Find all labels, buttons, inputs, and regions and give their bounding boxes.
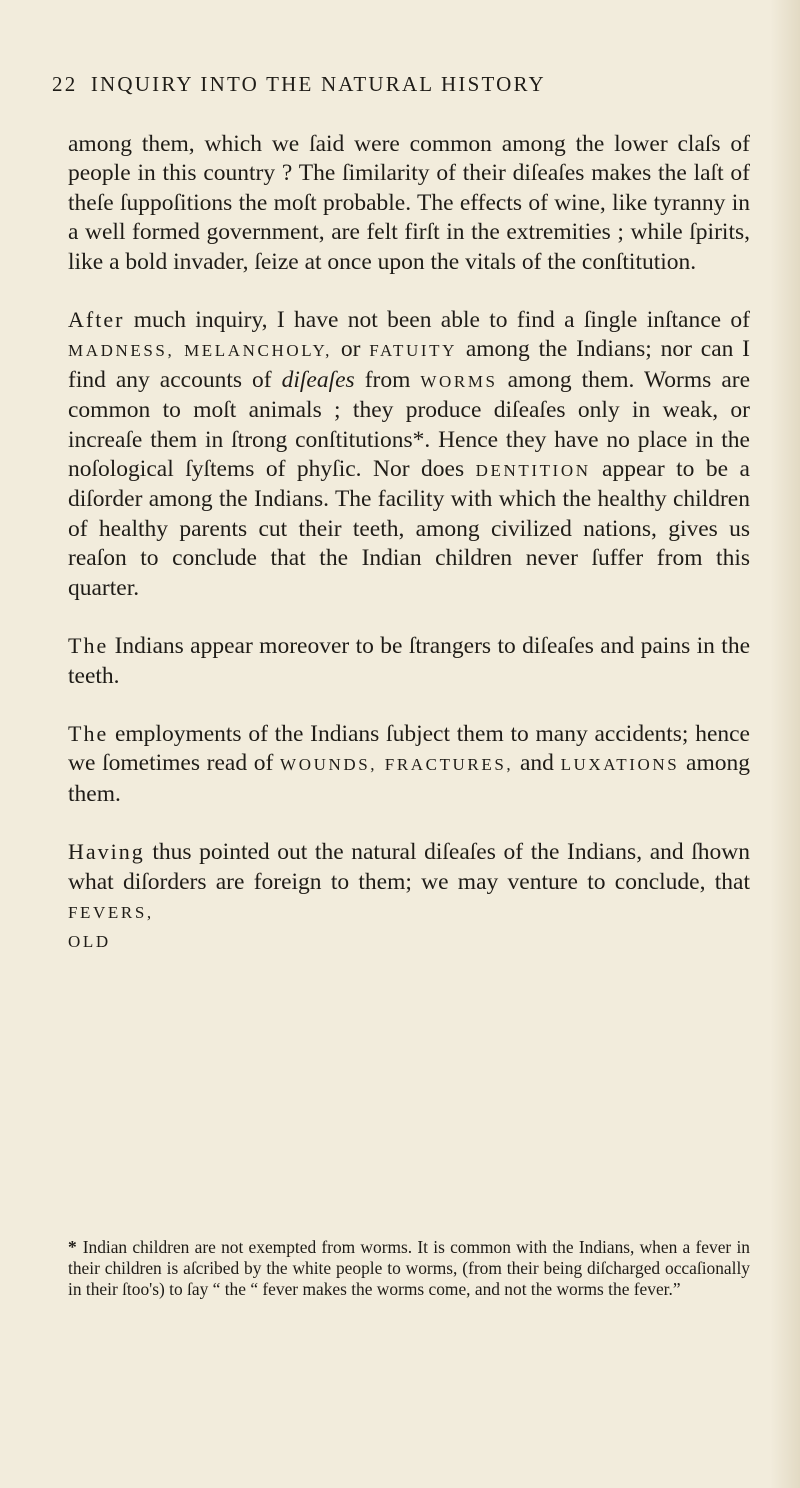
catchword: OLD: [68, 932, 111, 952]
small-caps-term: WORMS: [420, 371, 498, 391]
running-title: INQUIRY INTO THE NATURAL HISTORY: [90, 72, 546, 96]
lead-word: After: [68, 307, 125, 333]
paragraph-text: from: [354, 366, 421, 393]
paragraph-text: among them.: [68, 750, 750, 807]
paragraph-text: Indians appear moreover to be ſtrangers to diſeaſes and pains in the teeth.: [68, 633, 750, 689]
running-head: [52, 72, 692, 97]
footnote: [68, 1237, 750, 1300]
body-text: [68, 130, 750, 957]
paragraph-3: [68, 631, 750, 691]
italic-term: diſeaſes: [281, 366, 355, 393]
paragraph-text: among the Indians; nor can I find any accounts of: [68, 336, 751, 393]
lead-word: Having: [68, 839, 145, 865]
lead-word: The: [68, 720, 109, 746]
paragraph-text: thus pointed out the natural diſeaſes of the Indians, and ſhown what diſorders are foreign to them; we may venture to conclude, that: [68, 839, 750, 895]
small-caps-term: WOUNDS, FRACTURES,: [280, 755, 514, 775]
paragraph-gap: [68, 603, 750, 631]
footnote-mark: *: [68, 1237, 77, 1257]
small-caps-term: FEVERS,: [68, 902, 154, 922]
small-caps-term: DENTITION: [475, 461, 591, 481]
small-caps-term: MADNESS, MELANCHOLY,: [68, 341, 333, 361]
paragraph-text: much inquiry, I have not been able to find a ſingle inſtance of: [124, 307, 750, 334]
paragraph-5: [68, 837, 750, 927]
paragraph-text: and: [513, 750, 561, 777]
small-caps-term: LUXATIONS: [560, 755, 680, 775]
paragraph-2: [68, 305, 750, 603]
paragraph-4: [68, 719, 750, 809]
page-edge-shadow: [770, 0, 800, 1488]
paragraph-text: among them. Worms are common to moſt animals ; they produce diſeaſes only in weak, or increaſe them in ſtrong conſtitutions*. Hence they have no place in the noſological ſyſtems of phyſic. Nor does: [68, 366, 750, 483]
paragraph-gap: [68, 809, 750, 837]
page-number: 22: [52, 72, 78, 96]
paragraph-text: appear to be a diſorder among the Indians. The facility with which the healthy children of healthy parents cut their teeth, among civilized nations, gives us reaſon to conclude that the Indian children never ſuffer from this quarter.: [68, 456, 750, 601]
paragraph-gap: [68, 277, 750, 305]
paragraph-gap: [68, 691, 750, 719]
small-caps-term: FATUITY: [369, 341, 458, 361]
lead-word: The: [68, 633, 109, 659]
footnote-text: [68, 1237, 750, 1300]
paragraph-1: [68, 130, 750, 277]
paragraph-1-text: among them, which we ſaid were common among the lower claſs of people in this country ? The ſimilarity of their diſeaſes makes the laſt of theſe ſuppoſitions the moſt probable. The effects of wine, like tyranny in a well formed government, are felt firſt in the extremities ; while ſpirits, like a bold invader, ſeize at once upon the vitals of the conſtitution.: [68, 131, 750, 275]
paragraph-text: employments of the Indians ſubject them to many accidents; hence we ſometimes read of: [68, 720, 750, 777]
paragraph-text: or: [332, 336, 370, 363]
footnote-body: Indian children are not exempted from worms. It is common with the Indians, when a fever in their children is aſcribed by the white people to worms, (from their being diſcharged occaſionally in their ſtoo's) to ſay “ the “ fever makes the worms come, and not the worms the fever.”: [68, 1237, 750, 1299]
